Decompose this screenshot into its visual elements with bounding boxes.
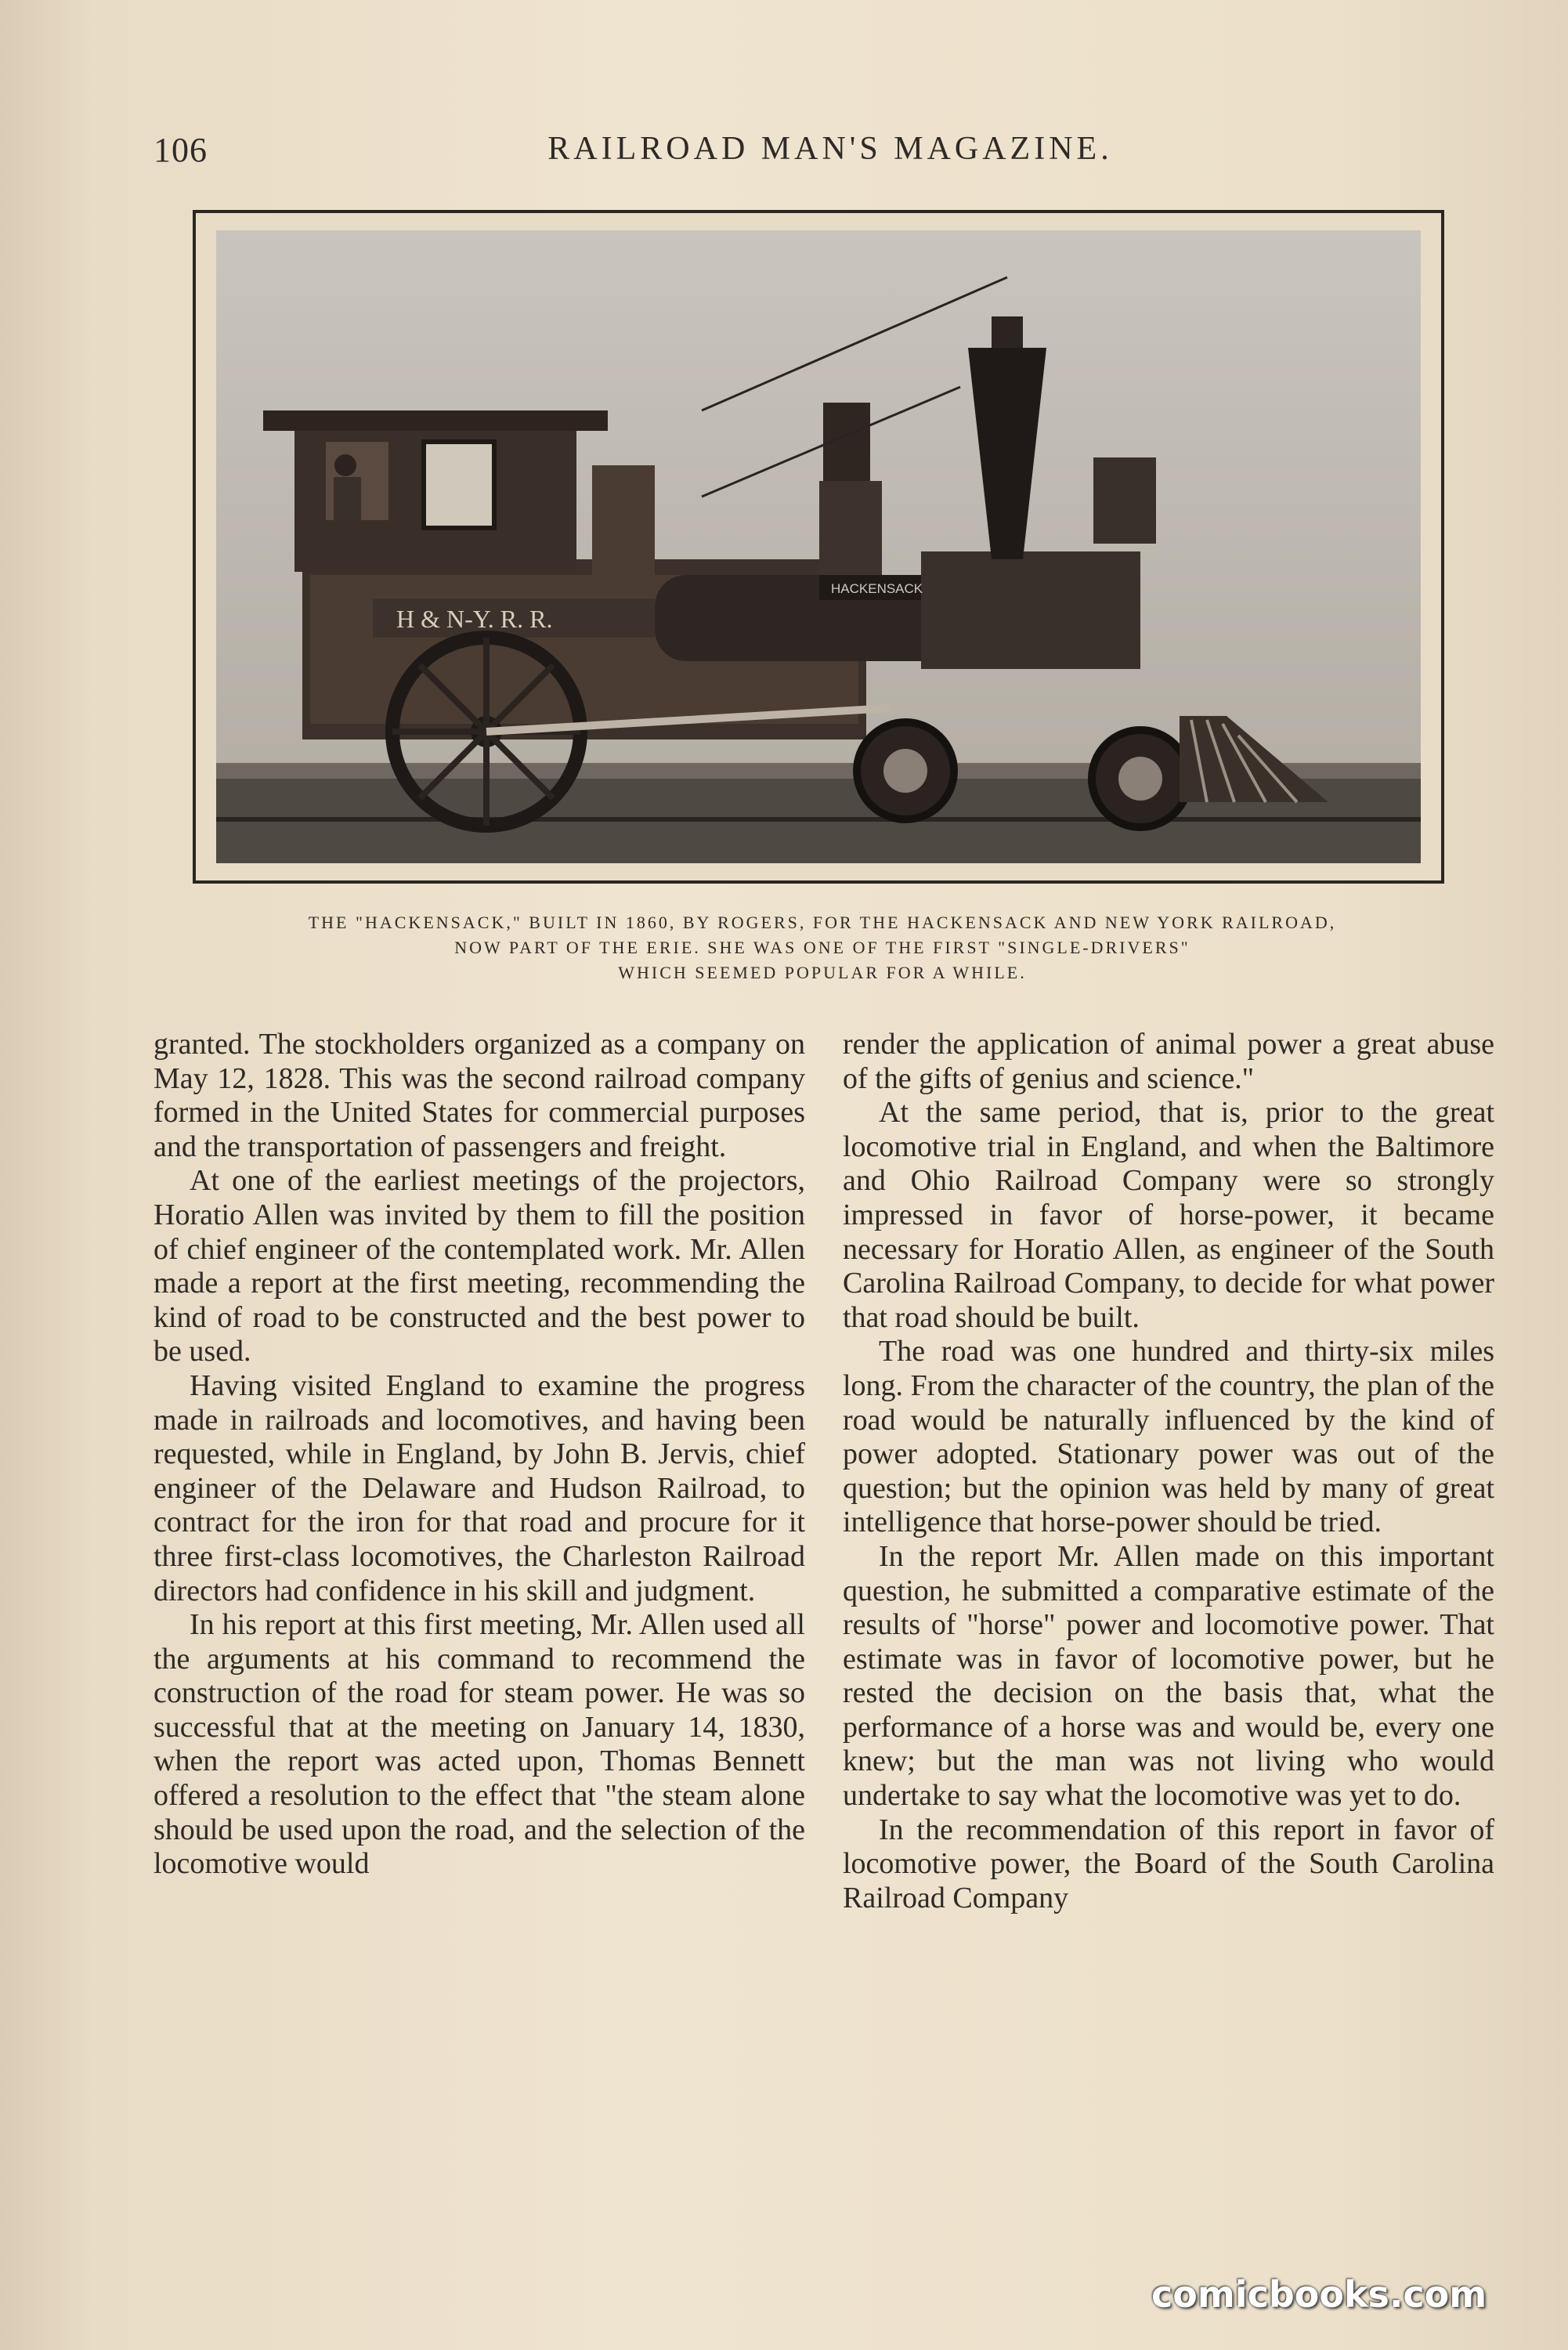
nameplate-text: HACKENSACK: [831, 581, 923, 596]
paragraph: In the recommendation of this report in favor of locomotive power, the Board of the South Carolina Railroad Company: [843, 1813, 1494, 1914]
tender-lettering: H & N-Y. R. R.: [396, 605, 553, 633]
paragraph: In the report Mr. Allen made on this important question, he submitted a comparative estimate of the results of "horse" power and locomotive power. That estimate was in favor of locomotive power, but he rested the decision on the basis that, what the performance of a horse was and would be, every one knew; but the man was not living who would undertake to say what the locomotive was yet to do.: [843, 1539, 1494, 1813]
paragraph: At the same period, that is, prior to the great locomotive trial in England, and when the Baltimore and Ohio Railroad Company were so strongly impressed in favor of horse-power, it became necessary for Horatio Allen, as engineer of the South Carolina Railroad Company, to decide for what power that road should be built.: [843, 1096, 1494, 1334]
right-column: [843, 1028, 1494, 1915]
paragraph: At one of the earliest meetings of the projectors, Horatio Allen was invited by them to fill the position of chief engineer of the contemplated work. Mr. Allen made a report at the first meeting, recommending the kind of road to be constructed and the best power to be used.: [154, 1164, 805, 1368]
locomotive-drawing: [216, 230, 1421, 863]
paragraph: In his report at this first meeting, Mr. Allen used all the arguments at his command to recommend the construction of the road for steam power. He was so successful that at the meeting on January 14, 1830, when the report was acted upon, Thomas Bennett offered a resolution to the effect that "the steam alone should be used upon the road, and the selection of the locomotive would: [154, 1608, 805, 1881]
photo-frame: [193, 210, 1444, 884]
paragraph: granted. The stockholders organized as a company on May 12, 1828. This was the second railroad company formed in the United States for commercial purposes and the transportation of passengers and freight.: [154, 1028, 805, 1163]
caption-line: NOW PART OF THE ERIE. SHE WAS ONE OF THE FIRST "SINGLE-DRIVERS": [454, 938, 1190, 957]
locomotive-photograph: [216, 230, 1421, 863]
left-column: [154, 1028, 805, 1882]
running-title: RAILROAD MAN'S MAGAZINE.: [547, 131, 1113, 167]
paragraph: Having visited England to examine the progress made in railroads and locomotives, and having been requested, while in England, by John B. Jervis, chief engineer of the Delaware and Hudson Railroad, to contract for the iron for that road and procure for it three first-class locomotives, the Charleston Railroad directors had confidence in his skill and judgment.: [154, 1368, 805, 1607]
figure-caption: [157, 910, 1488, 985]
caption-line: THE "HACKENSACK," BUILT IN 1860, BY ROGERS, FOR THE HACKENSACK AND NEW YORK RAILROAD,: [308, 913, 1337, 932]
watermark: comicbooks.com: [1151, 2273, 1487, 2316]
caption-line: WHICH SEEMED POPULAR FOR A WHILE.: [618, 963, 1027, 982]
paragraph: The road was one hundred and thirty-six miles long. From the character of the country, the plan of the road would be naturally influenced by the kind of power adopted. Stationary power was out of the question; but the opinion was held by many of great intelligence that horse-power should be tried.: [843, 1335, 1494, 1539]
paragraph: render the application of animal power a great abuse of the gifts of genius and science.": [843, 1028, 1494, 1095]
page-number: 106: [154, 131, 208, 169]
